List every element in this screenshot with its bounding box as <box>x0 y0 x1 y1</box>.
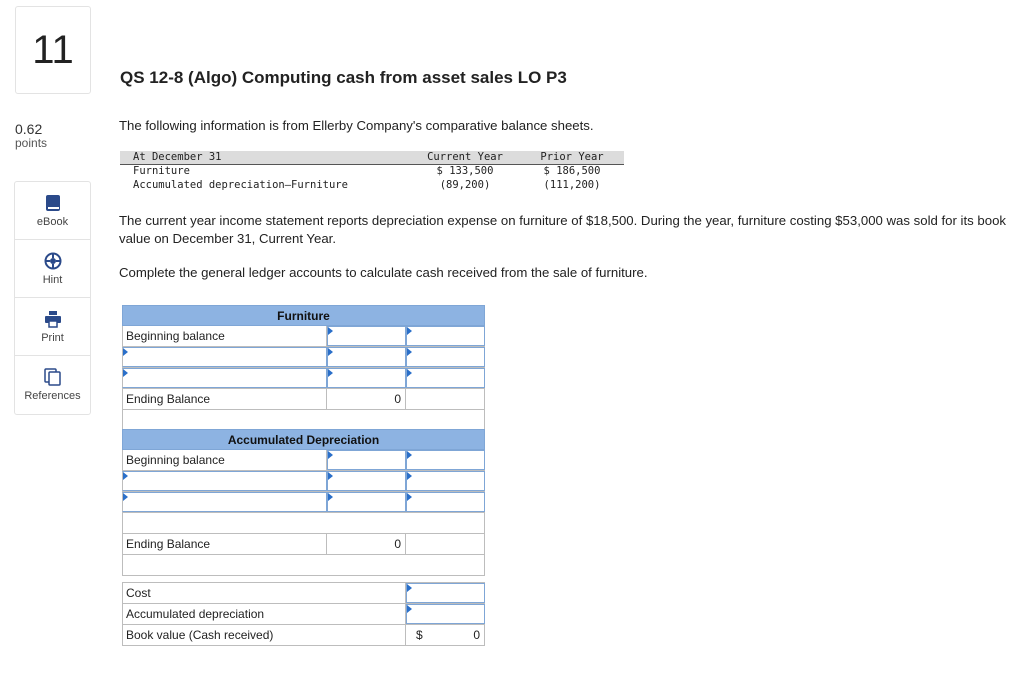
hint-icon <box>44 252 62 270</box>
furniture-account <box>122 305 485 431</box>
tools-panel <box>14 181 91 415</box>
accum-entry2-debit-input[interactable] <box>327 492 406 512</box>
row-prior: $ 186,500 <box>543 165 601 177</box>
furniture-beginning-label: Beginning balance <box>122 326 327 346</box>
furniture-entry1-debit-input[interactable] <box>327 347 406 367</box>
row-current: (89,200) <box>439 179 491 191</box>
summary-book-value-cell <box>406 625 485 645</box>
points-label: points <box>15 136 48 151</box>
header-prior-year: Prior Year <box>540 151 604 163</box>
accum-entry1-credit-input[interactable] <box>406 471 485 491</box>
intro-text: The following information is from Ellerby Company's comparative balance sheets. <box>119 118 594 133</box>
furniture-ending-value: 0 <box>327 389 406 409</box>
table-row <box>120 165 624 179</box>
references-icon <box>44 368 62 386</box>
summary-accum-label: Accumulated depreciation <box>122 604 406 624</box>
points-display <box>15 122 47 151</box>
accum-entry2-label-input[interactable] <box>122 492 327 512</box>
furniture-title: Furniture <box>122 305 485 326</box>
points-value: 0.62 <box>15 121 43 137</box>
instructions-text: Complete the general ledger accounts to calculate cash received from the sale of furniture. <box>119 265 648 280</box>
depreciation-text: The current year income statement reports depreciation expense on furniture of $18,500. During the year, furniture costing $53,000 was sold for its book value on December 31, Current Year. <box>119 213 1006 246</box>
question-number: 11 <box>15 6 91 94</box>
accum-entry2-credit-input[interactable] <box>406 492 485 512</box>
accum-ending-value: 0 <box>327 534 406 554</box>
references-label: References <box>24 390 81 402</box>
furniture-ending-label: Ending Balance <box>122 389 327 409</box>
accum-ending-credit <box>406 534 485 554</box>
furniture-entry2-label-input[interactable] <box>122 368 327 388</box>
furniture-beginning-debit-input[interactable] <box>327 326 406 346</box>
furniture-beginning-credit-input[interactable] <box>406 326 485 346</box>
accum-entry1-debit-input[interactable] <box>327 471 406 491</box>
summary-cost-input[interactable] <box>406 583 485 603</box>
hint-label: Hint <box>42 273 63 286</box>
header-current-year: Current Year <box>427 151 503 163</box>
references-button[interactable] <box>15 356 90 414</box>
row-label: Furniture <box>133 165 190 177</box>
accum-beginning-label: Beginning balance <box>122 450 327 470</box>
accum-ending-label: Ending Balance <box>122 534 327 554</box>
row-label: Accumulated depreciation—Furniture <box>133 179 348 191</box>
summary-accum-input[interactable] <box>406 604 485 624</box>
summary-cost-label: Cost <box>122 583 406 603</box>
summary-book-value: 0 <box>473 628 480 642</box>
accum-entry1-label-input[interactable] <box>122 471 327 491</box>
row-current: $ 133,500 <box>436 165 494 177</box>
ebook-label: eBook <box>36 215 69 228</box>
furniture-spacer <box>122 410 485 431</box>
ebook-button[interactable] <box>15 182 90 240</box>
accum-spacer <box>122 513 485 534</box>
summary-table <box>122 582 485 646</box>
print-button[interactable] <box>15 298 90 356</box>
accum-beginning-credit-input[interactable] <box>406 450 485 470</box>
furniture-entry1-label-input[interactable] <box>122 347 327 367</box>
accum-beginning-debit-input[interactable] <box>327 450 406 470</box>
furniture-entry1-credit-input[interactable] <box>406 347 485 367</box>
row-prior: (111,200) <box>543 179 601 191</box>
header-date: At December 31 <box>133 151 222 163</box>
hint-button[interactable] <box>15 240 90 298</box>
print-icon <box>44 310 62 328</box>
accum-depreciation-account <box>122 429 485 576</box>
print-label: Print <box>41 331 64 344</box>
balance-sheet-table <box>120 151 624 193</box>
balance-sheet-header <box>120 151 624 165</box>
dollar-sign: $ <box>416 628 423 642</box>
furniture-ending-credit <box>406 389 485 409</box>
furniture-entry2-debit-input[interactable] <box>327 368 406 388</box>
book-icon <box>45 194 61 212</box>
summary-book-label: Book value (Cash received) <box>122 625 406 645</box>
question-title: QS 12-8 (Algo) Computing cash from asset sales LO P3 <box>120 68 567 87</box>
furniture-entry2-credit-input[interactable] <box>406 368 485 388</box>
accum-title: Accumulated Depreciation <box>122 429 485 450</box>
table-row <box>120 179 624 193</box>
accum-spacer-2 <box>122 555 485 576</box>
